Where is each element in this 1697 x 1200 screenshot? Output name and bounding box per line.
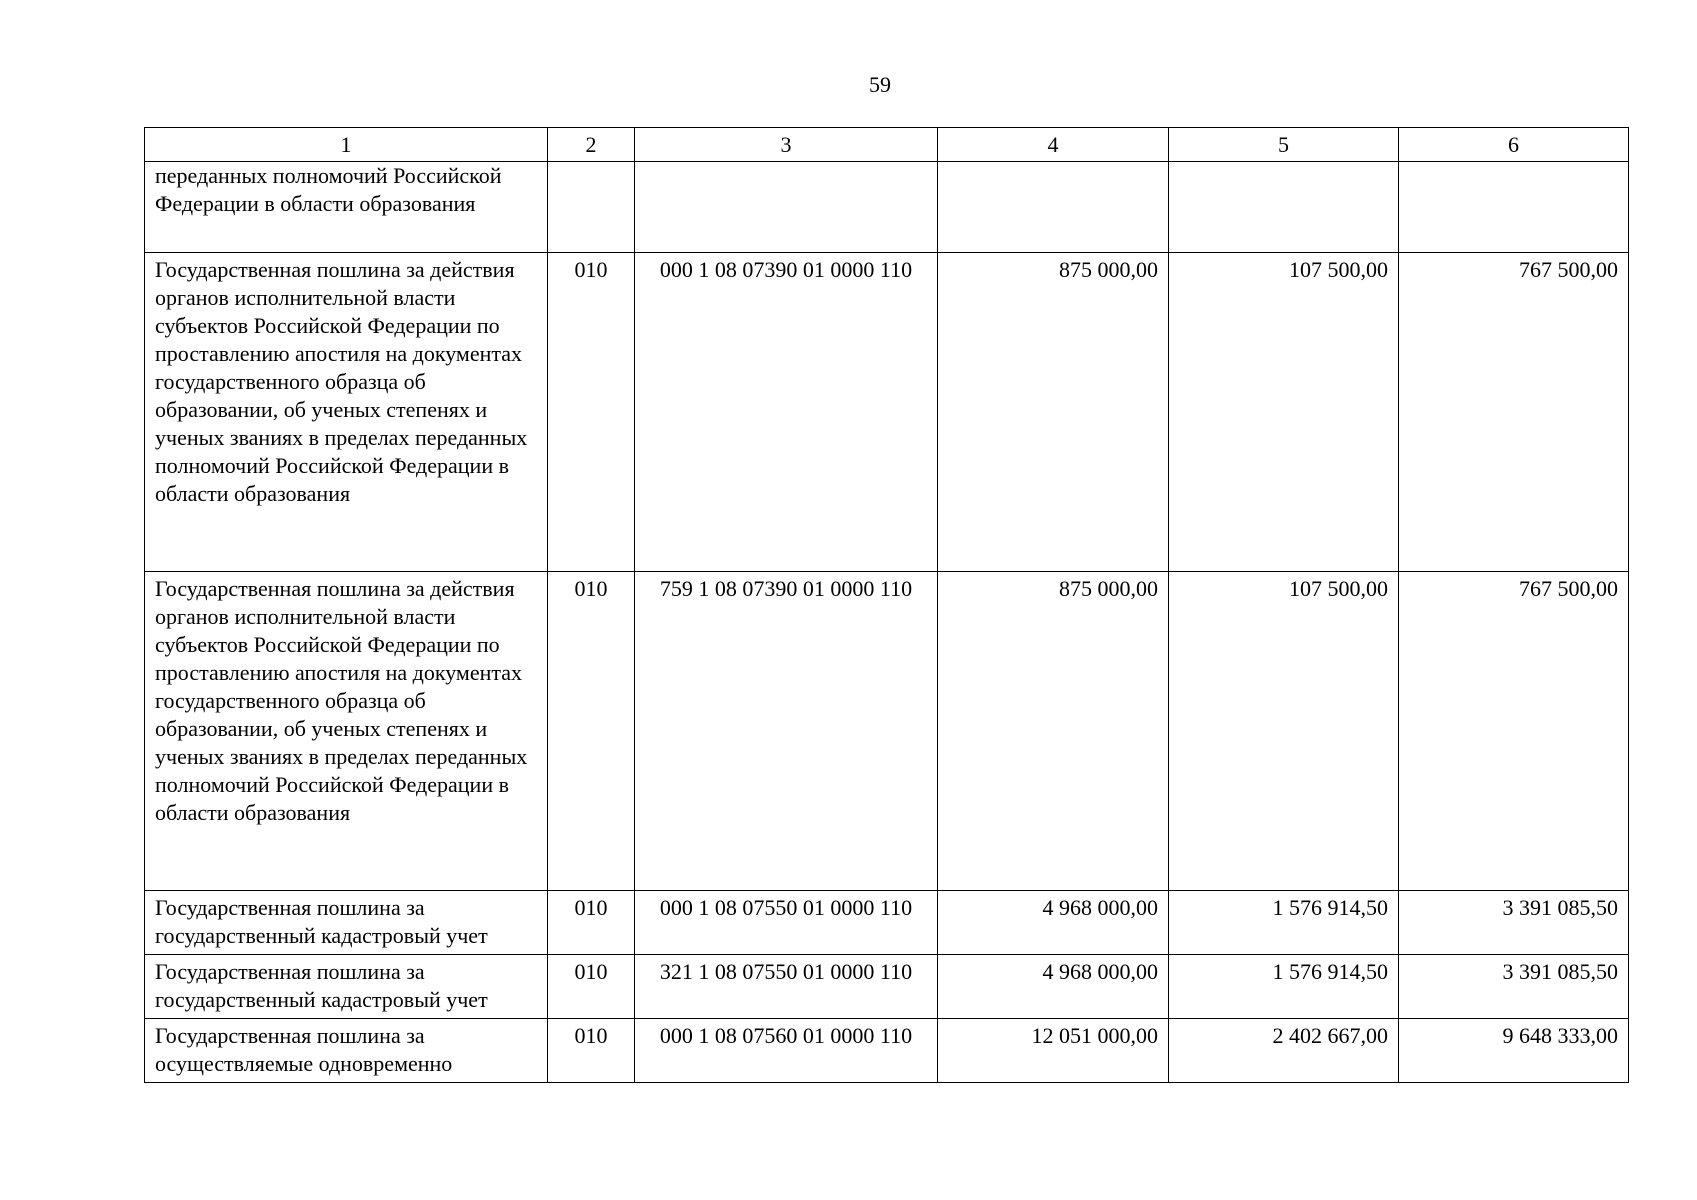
- row-budget-code: 000 1 08 07390 01 0000 110: [635, 253, 938, 572]
- row-budget-code: [635, 162, 938, 253]
- budget-revenue-table: [144, 127, 1629, 1083]
- page-number: 59: [869, 72, 891, 97]
- row-value-col5: 1 576 914,50: [1169, 891, 1399, 955]
- row-value-col4: 4 968 000,00: [938, 891, 1169, 955]
- row-name: Государственная пошлина за действия органов исполнительной власти субъектов Российской Федерации по проставлению апостиля на документах государственного образца об образовании, об ученых степенях и ученых званиях в пределах переданных полномочий Российской Федерации в области образования: [145, 572, 548, 891]
- row-value-col5: [1169, 162, 1399, 253]
- row-code: 010: [548, 253, 635, 572]
- row-value-col6: 767 500,00: [1399, 572, 1629, 891]
- row-name: Государственная пошлина за государственный кадастровый учет: [145, 955, 548, 1019]
- row-budget-code: 321 1 08 07550 01 0000 110: [635, 955, 938, 1019]
- header-col-5: 5: [1169, 128, 1399, 162]
- table-row: [145, 572, 1629, 891]
- row-value-col4: 4 968 000,00: [938, 955, 1169, 1019]
- table-row: [145, 253, 1629, 572]
- header-col-2: 2: [548, 128, 635, 162]
- row-value-col5: 2 402 667,00: [1169, 1019, 1399, 1083]
- table-header-row: [145, 128, 1629, 162]
- table-row: [145, 162, 1629, 253]
- table-row: [145, 955, 1629, 1019]
- row-value-col6: 9 648 333,00: [1399, 1019, 1629, 1083]
- row-value-col6: [1399, 162, 1629, 253]
- row-name: Государственная пошлина за действия органов исполнительной власти субъектов Российской Федерации по проставлению апостиля на документах государственного образца об образовании, об ученых степенях и ученых званиях в пределах переданных полномочий Российской Федерации в области образования: [145, 253, 548, 572]
- row-budget-code: 000 1 08 07560 01 0000 110: [635, 1019, 938, 1083]
- table-row: [145, 891, 1629, 955]
- row-value-col6: 3 391 085,50: [1399, 891, 1629, 955]
- row-name: Государственная пошлина за осуществляемые одновременно: [145, 1019, 548, 1083]
- row-value-col6: 767 500,00: [1399, 253, 1629, 572]
- row-value-col5: 107 500,00: [1169, 253, 1399, 572]
- row-value-col4: 875 000,00: [938, 572, 1169, 891]
- row-code: [548, 162, 635, 253]
- row-value-col5: 107 500,00: [1169, 572, 1399, 891]
- header-col-4: 4: [938, 128, 1169, 162]
- row-name: Государственная пошлина за государственный кадастровый учет: [145, 891, 548, 955]
- row-value-col6: 3 391 085,50: [1399, 955, 1629, 1019]
- row-code: 010: [548, 891, 635, 955]
- row-code: 010: [548, 1019, 635, 1083]
- row-budget-code: 000 1 08 07550 01 0000 110: [635, 891, 938, 955]
- header-col-6: 6: [1399, 128, 1629, 162]
- row-value-col4: 12 051 000,00: [938, 1019, 1169, 1083]
- row-value-col5: 1 576 914,50: [1169, 955, 1399, 1019]
- header-col-1: 1: [145, 128, 548, 162]
- row-value-col4: 875 000,00: [938, 253, 1169, 572]
- row-code: 010: [548, 955, 635, 1019]
- row-name: переданных полномочий Российской Федерации в области образования: [145, 162, 548, 253]
- header-col-3: 3: [635, 128, 938, 162]
- row-value-col4: [938, 162, 1169, 253]
- row-budget-code: 759 1 08 07390 01 0000 110: [635, 572, 938, 891]
- row-code: 010: [548, 572, 635, 891]
- table-row: [145, 1019, 1629, 1083]
